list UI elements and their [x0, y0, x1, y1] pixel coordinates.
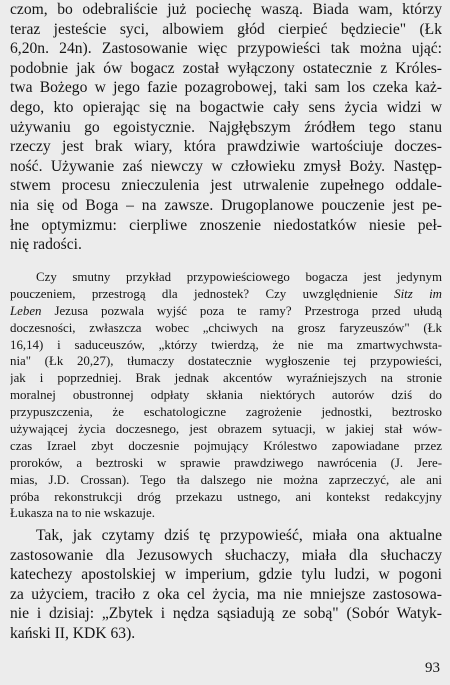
text-line — [10, 320, 442, 337]
paragraph-2 — [10, 269, 442, 522]
text-run: używającej życia doczesnego, jest obrazem sytuacji, w jakiej stał wów- — [10, 422, 442, 437]
italic-term: Leben — [10, 303, 42, 318]
text-line — [10, 303, 442, 320]
text-line: rzeczy jest brak wiary, która prawdziwie wartościuje doczes- — [10, 138, 442, 156]
text-line: katechezy apostolskiej w imperium, gdzie tylu ludzi, w pogoni — [10, 566, 442, 584]
text-run: czas Izrael zbyt doczesnie pojmujący Królestwo zapowiadane przez — [10, 438, 442, 453]
text-line — [10, 489, 442, 506]
text-line: za użyciem, traciło z oka cel życia, ma nie mniejsze zastosowa- — [10, 585, 442, 603]
text-line: podobnie jak ów bogacz został wyłączony ostatecznie z Króles- — [10, 59, 442, 77]
text-run: przypuszczenia, że eschatologiczne zagrożenie jednostki, beztrosko — [10, 405, 442, 420]
text-line: ność. Używanie zaś niewczy w człowieku zmysł Boży. Następ- — [10, 157, 442, 175]
text-line — [10, 404, 442, 421]
text-run: proroków, a beztroski w sprawie prawdziwego nawrócenia (J. Jere- — [10, 455, 442, 470]
page-number: 93 — [425, 660, 440, 676]
text-line — [10, 269, 442, 286]
text-run: Jezusa pozwala wyjść poza te ramy? Przestroga przed ułudą — [41, 303, 442, 318]
text-line: nia się od Boga – na zawsze. Drugoplanowe pouczenie jest pe- — [10, 196, 442, 214]
text-run: moralnej obustronnej odpłaty skłania niektórych autorów dziś do — [10, 388, 442, 403]
text-line — [10, 353, 442, 370]
paragraph-3 — [10, 526, 442, 644]
text-line: zastosowanie dla Jezusowych słuchaczy, miała dla słuchaczy — [10, 546, 442, 564]
text-line — [10, 286, 442, 303]
text-run: Czy smutny przykład przypowieściowego bogacza jest jedynym — [36, 270, 442, 284]
text-run: doczesności, zwłaszcza wobec „chciwych na grosz faryzeuszów" (Łk — [10, 320, 442, 335]
text-line: łne optymizmu: cierpliwe znoszenie niedostatków niesie peł- — [10, 216, 442, 234]
text-run: Łukasza na to nie wskazuje. — [10, 506, 155, 521]
text-line: 6,20n. 24n). Zastosowanie więc przypowieści tak można ująć: — [10, 40, 442, 58]
text-line — [10, 505, 442, 522]
italic-term: Sitz im — [394, 286, 442, 301]
text-line — [10, 387, 442, 404]
text-line — [10, 455, 442, 472]
text-line: czom, bo odebraliście już pociechę waszą. Biada wam, którzy — [10, 1, 442, 18]
text-line: nię radości. — [10, 236, 82, 254]
text-run: jak i poprzedniej. Brak jednak akcentów wyraźniejszych na stronie — [10, 371, 442, 386]
text-line: stwem procesu znieczulenia jest utrwalenie zupełnego oddale- — [10, 177, 442, 195]
text-line — [10, 438, 442, 455]
text-line: kański II, KDK 63). — [10, 624, 136, 642]
text-run: nia" (Łk 20,27), tłumaczy dostatecznie wygłoszenie tej przypowieści, — [10, 354, 442, 369]
text-run: pouczeniem, przestrogą dla jednostek? Czy uwzględnienie — [10, 286, 395, 301]
text-line — [10, 337, 442, 354]
text-line — [10, 370, 442, 387]
text-run: próba rekonstrukcji dróg przekazu ustnego, ani kontekst redakcyjny — [10, 489, 442, 504]
text-line: nie i dzisiaj: „Zbytek i nędza sąsiadują ze sobą" (Sobór Watyk- — [10, 605, 442, 623]
text-line: twa Bożego w jego fazie pozagrobowej, taki sam los czeka każ- — [10, 79, 442, 97]
text-line: dego, kto opierając się na bogactwie cały sens życia widzi w — [10, 98, 442, 116]
text-run: 16,14) i saduceuszów, „którzy twierdzą, że nie ma zmartwychwsta- — [10, 337, 442, 352]
text-line: teraz jesteście syci, albowiem głód cierpieć będziecie" (Łk — [10, 20, 442, 38]
paragraph-1 — [10, 0, 442, 255]
text-run: mias, J.D. Crossan). Tego tła dalszego nie można zaprzeczyć, ale ani — [10, 472, 442, 487]
text-line: Tak, jak czytamy dziś tę przypowieść, miała ona aktualne — [36, 527, 442, 544]
text-line — [10, 472, 442, 489]
text-line — [10, 421, 442, 438]
text-line: używaniu go egoistycznie. Najgłębszym źródłem tego stanu — [10, 118, 442, 136]
